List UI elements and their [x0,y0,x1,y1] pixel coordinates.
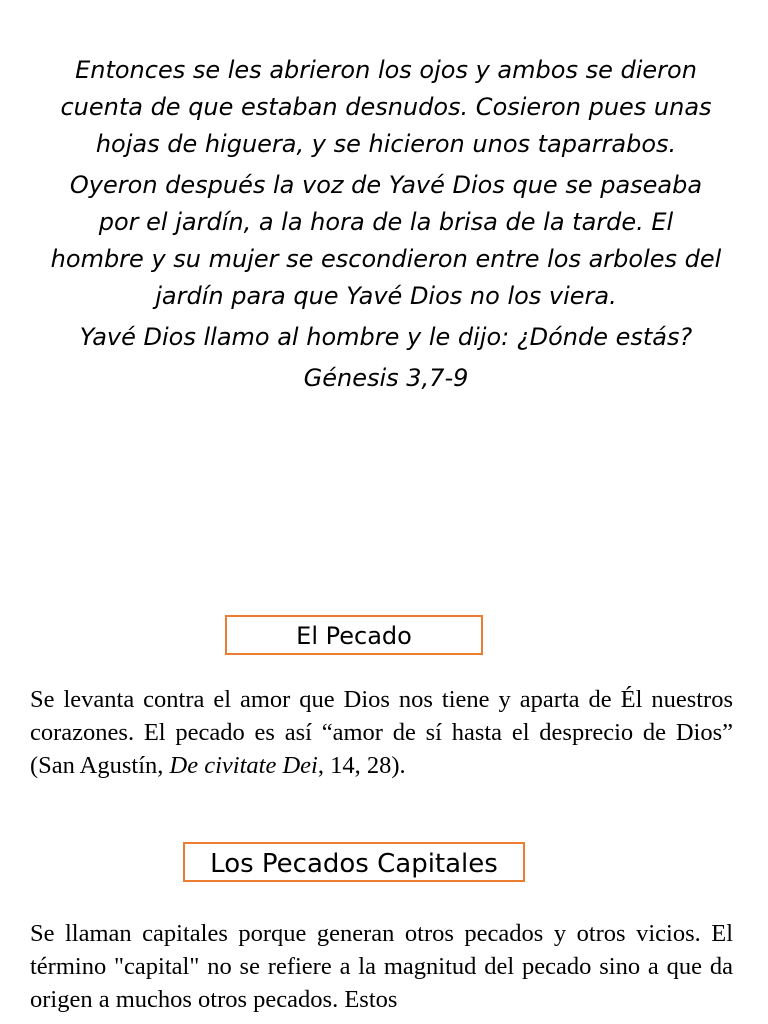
quote-reference: Génesis 3,7-9 [303,364,469,392]
pecado-text-after: , 14, 28). [317,752,406,779]
pecado-definition-paragraph [30,683,733,782]
quote-paragraph-2: Oyeron después la voz de Yavé Dios que se paseaba por el jardín, a la hora de la brisa de la tarde. El hombre y su mujer se escondieron entre los arboles del jardín para que Yavé Dios no los viera. [50,171,722,310]
quote-paragraph-3: Yavé Dios llamo al hombre y le dijo: ¿Dónde estás? [79,323,693,351]
pecado-text-before: Se levanta contra el amor que Dios nos tiene y aparta de Él nuestros corazones. El pecado es así “amor de sí hasta el desprecio de Dios” (San Agustín, [30,686,733,779]
heading-el-pecado: El Pecado [225,615,483,655]
pecado-work-title: De civitate Dei [169,752,318,779]
heading-pecados-capitales: Los Pecados Capitales [183,842,525,882]
quote-paragraph-1: Entonces se les abrieron los ojos y ambos se dieron cuenta de que estaban desnudos. Cosieron pues unas hojas de higuera, y se hicieron unos taparrabos. [60,56,712,158]
capitales-paragraph: Se llaman capitales porque generan otros pecados y otros vicios. El término "capital" no se refiere a la magnitud del pecado sino a que da origen a muchos otros pecados. Estos [30,920,733,1013]
bible-quote [50,52,722,401]
